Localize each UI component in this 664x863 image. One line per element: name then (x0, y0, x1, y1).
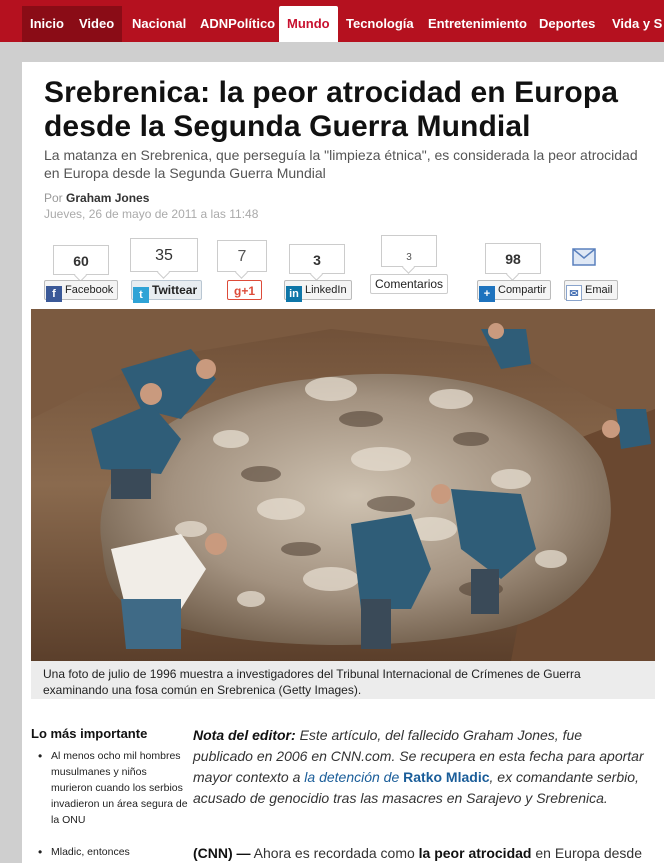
nav-item-nacional[interactable]: Nacional (132, 16, 187, 31)
linkedin-label: LinkedIn (305, 284, 347, 296)
email-button[interactable] (564, 280, 618, 300)
twitter-tweet-button[interactable] (131, 280, 202, 300)
article-subtitle: La matanza en Srebrenica, que perseguía la "limpieza étnica", es considerada la peor atrocidad en Europa desde la Segunda Guerra Mundial (44, 147, 638, 181)
article-title: Srebrenica: la peor atrocidad en Europa desde la Segunda Guerra Mundial (44, 76, 619, 143)
article-paragraph (193, 844, 663, 863)
editor-note (193, 725, 645, 809)
editor-note-text-2: , ex comandante serbio, acusado de genocidio tras las masacres en Sarajevo y Srebrenica. (193, 769, 639, 806)
sidebar-list (38, 748, 188, 863)
mladic-arrest-link[interactable] (304, 769, 489, 785)
nav-item-deportes[interactable]: Deportes (539, 16, 596, 31)
photo-caption: Una foto de julio de 1996 muestra a investigadores del Tribunal Internacional de Crímenes de Guerra examinando una fosa común en Srebrenica (Getty Images). (31, 661, 655, 699)
compartir-count: 98 (485, 243, 541, 274)
nav-item-inicio[interactable]: Inicio (22, 6, 72, 42)
compartir-button[interactable] (477, 280, 551, 300)
comments-count: 3 (381, 235, 437, 267)
sidebar-title: Lo más importante (31, 726, 148, 741)
paragraph-text-2: en Europa desde (535, 845, 642, 861)
compartir-label: Compartir (498, 284, 547, 296)
email-label: Email (585, 284, 613, 296)
nav-item-adnpolitico[interactable]: ADNPolítico (200, 16, 276, 31)
cnn-dateline: (CNN) — (193, 845, 251, 861)
paragraph-bold-text: la peor atrocidad (418, 845, 532, 861)
nav-item-vida[interactable]: Vida y S (612, 16, 663, 31)
sidebar-list-item: • Al menos ocho mil hombres musulmanes y niños murieron cuando los serbios invadieron un área segura de la ONU (38, 748, 188, 828)
article-photo (31, 309, 655, 661)
nav-item-entretenimiento[interactable]: Entretenimiento (428, 16, 527, 31)
editor-note-lead: Nota del editor: (193, 727, 296, 743)
email-icon: ✉ (566, 285, 582, 301)
linkedin-icon: in (286, 286, 302, 302)
gplus-label: +1 (241, 284, 256, 298)
facebook-icon: f (46, 286, 62, 302)
facebook-share-button[interactable] (44, 280, 118, 300)
nav-item-video[interactable]: Video (71, 6, 122, 42)
article-date: Jueves, 26 de mayo de 2011 a las 11:48 (44, 207, 259, 221)
nav-item-tecnologia[interactable]: Tecnología (346, 16, 414, 31)
author-link[interactable]: Graham Jones (66, 191, 150, 205)
gplus-count: 7 (217, 240, 267, 272)
plus-share-icon: + (479, 286, 495, 302)
comments-label: Comentarios (375, 277, 444, 291)
sidebar-list-item: • Mladic, entonces (38, 844, 188, 860)
linkedin-share-button[interactable] (284, 280, 352, 300)
twitter-label: Twittear (152, 283, 198, 297)
paragraph-text: Ahora es recordada como (253, 845, 415, 861)
top-nav (0, 0, 664, 42)
facebook-count: 60 (53, 245, 109, 275)
byline (44, 191, 149, 205)
editor-note-text: Este artículo, del fallecido Graham Jones, fue publicado en 2006 en CNN.com. Se recupera en esta fecha para aportar mayor contexto a (193, 727, 644, 785)
mladic-arrest-link-text: la detención de (304, 769, 400, 785)
linkedin-count: 3 (289, 244, 345, 274)
gplus-button[interactable] (227, 280, 262, 300)
byline-prefix: Por (44, 191, 63, 205)
twitter-count: 35 (130, 238, 198, 272)
twitter-bird-icon: t (133, 287, 149, 303)
nav-item-mundo[interactable]: Mundo (279, 6, 338, 42)
facebook-label: Facebook (65, 284, 114, 296)
ratko-mladic-link[interactable]: Ratko Mladic (403, 769, 490, 785)
gplus-icon: g (234, 284, 242, 298)
envelope-icon[interactable] (572, 247, 596, 267)
comments-button[interactable] (370, 274, 448, 294)
